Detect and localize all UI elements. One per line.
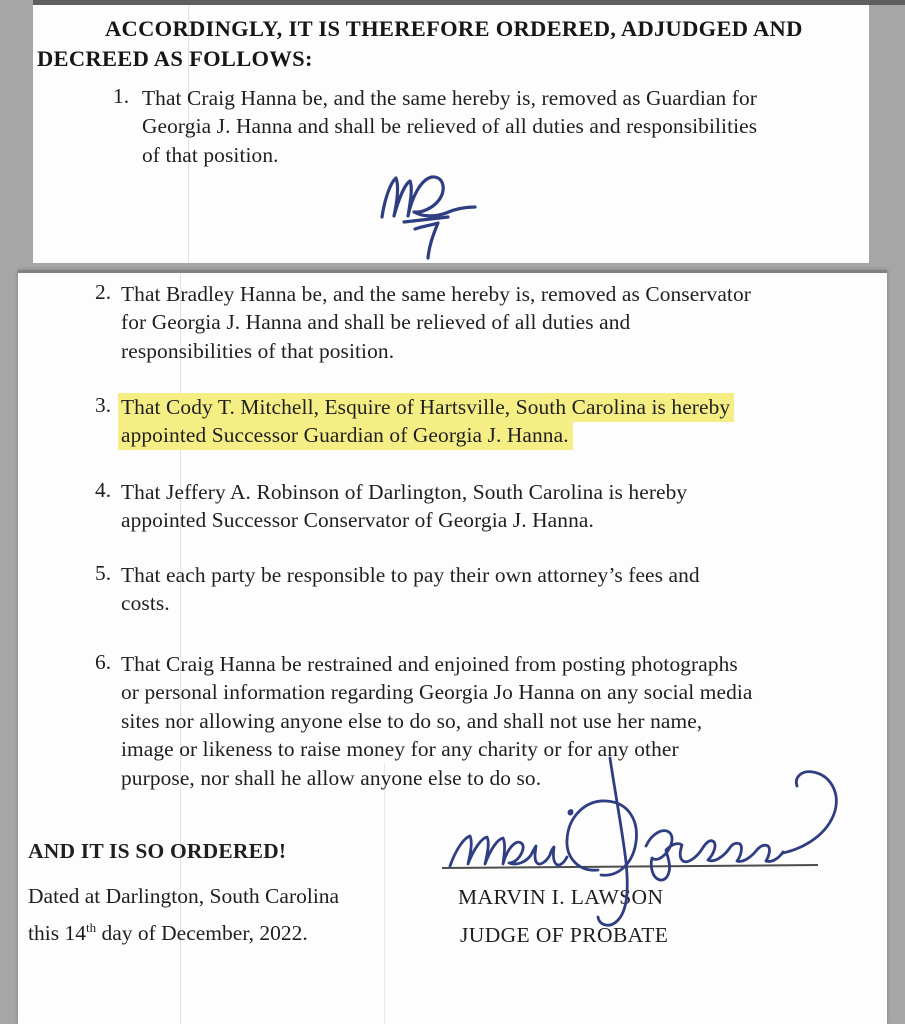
item-number: 2. (95, 280, 112, 304)
dated-location: Dated at Darlington, South Carolina (28, 884, 340, 908)
scan-top-edge (33, 0, 905, 5)
item-number: 6. (95, 650, 112, 674)
order-item-5 (95, 561, 700, 618)
item-text: That Craig Hanna be, and the same hereby is, removed as Guardian for Georgia J. Hanna and shall be relieved of all duties and responsibilities of that position. (142, 86, 758, 167)
judge-title: JUDGE OF PROBATE (460, 923, 669, 947)
item-number: 4. (95, 478, 112, 502)
page-2 (18, 270, 887, 1024)
order-heading-line2: DECREED AS FOLLOWS: (37, 46, 313, 71)
highlighted-text: appointed Successor Guardian of Georgia J. Hanna. (121, 421, 569, 450)
dated-date: this 14th day of December, 2022. (28, 919, 308, 945)
order-item-1 (113, 84, 757, 169)
item-number: 3. (95, 393, 112, 417)
judge-name: MARVIN I. LAWSON (458, 885, 664, 909)
page-1 (33, 0, 869, 263)
order-item-4 (95, 478, 687, 535)
order-item-2 (95, 280, 751, 365)
ordinal-superscript: th (85, 919, 97, 935)
fold-line (384, 763, 385, 1024)
fold-line (180, 273, 181, 1024)
highlighted-text: That Cody T. Mitchell, Esquire of Hartsville, South Carolina is hereby (121, 393, 730, 422)
so-ordered-statement: AND IT IS SO ORDERED! (28, 839, 287, 863)
item-text: That Craig Hanna be restrained and enjoined from posting photographs or personal information regarding Georgia Jo Hanna on any social media sites nor allowing anyone else to do so, and shall not use her name, image or likeness to raise money for any charity or for any other purpose, nor shall he allow anyone else to do so. (121, 652, 753, 790)
judge-initials-handwritten (355, 165, 485, 262)
order-item-3-highlighted (95, 393, 730, 450)
item-text: That each party be responsible to pay their own attorney’s fees and costs. (121, 563, 700, 616)
judge-signature-handwritten (438, 750, 898, 935)
item-number: 1. (113, 84, 130, 108)
item-text: That Jeffery A. Robinson of Darlington, South Carolina is hereby appointed Successor Conservator of Georgia J. Hanna. (121, 480, 688, 533)
item-number: 5. (95, 561, 112, 585)
item-text: That Bradley Hanna be, and the same hereby is, removed as Conservator for Georgia J. Hanna and shall be relieved of all duties and responsibilities of that position. (121, 282, 751, 363)
order-heading-line1: ACCORDINGLY, IT IS THEREFORE ORDERED, ADJUDGED AND (105, 16, 803, 41)
item-text-highlighted (121, 393, 730, 450)
